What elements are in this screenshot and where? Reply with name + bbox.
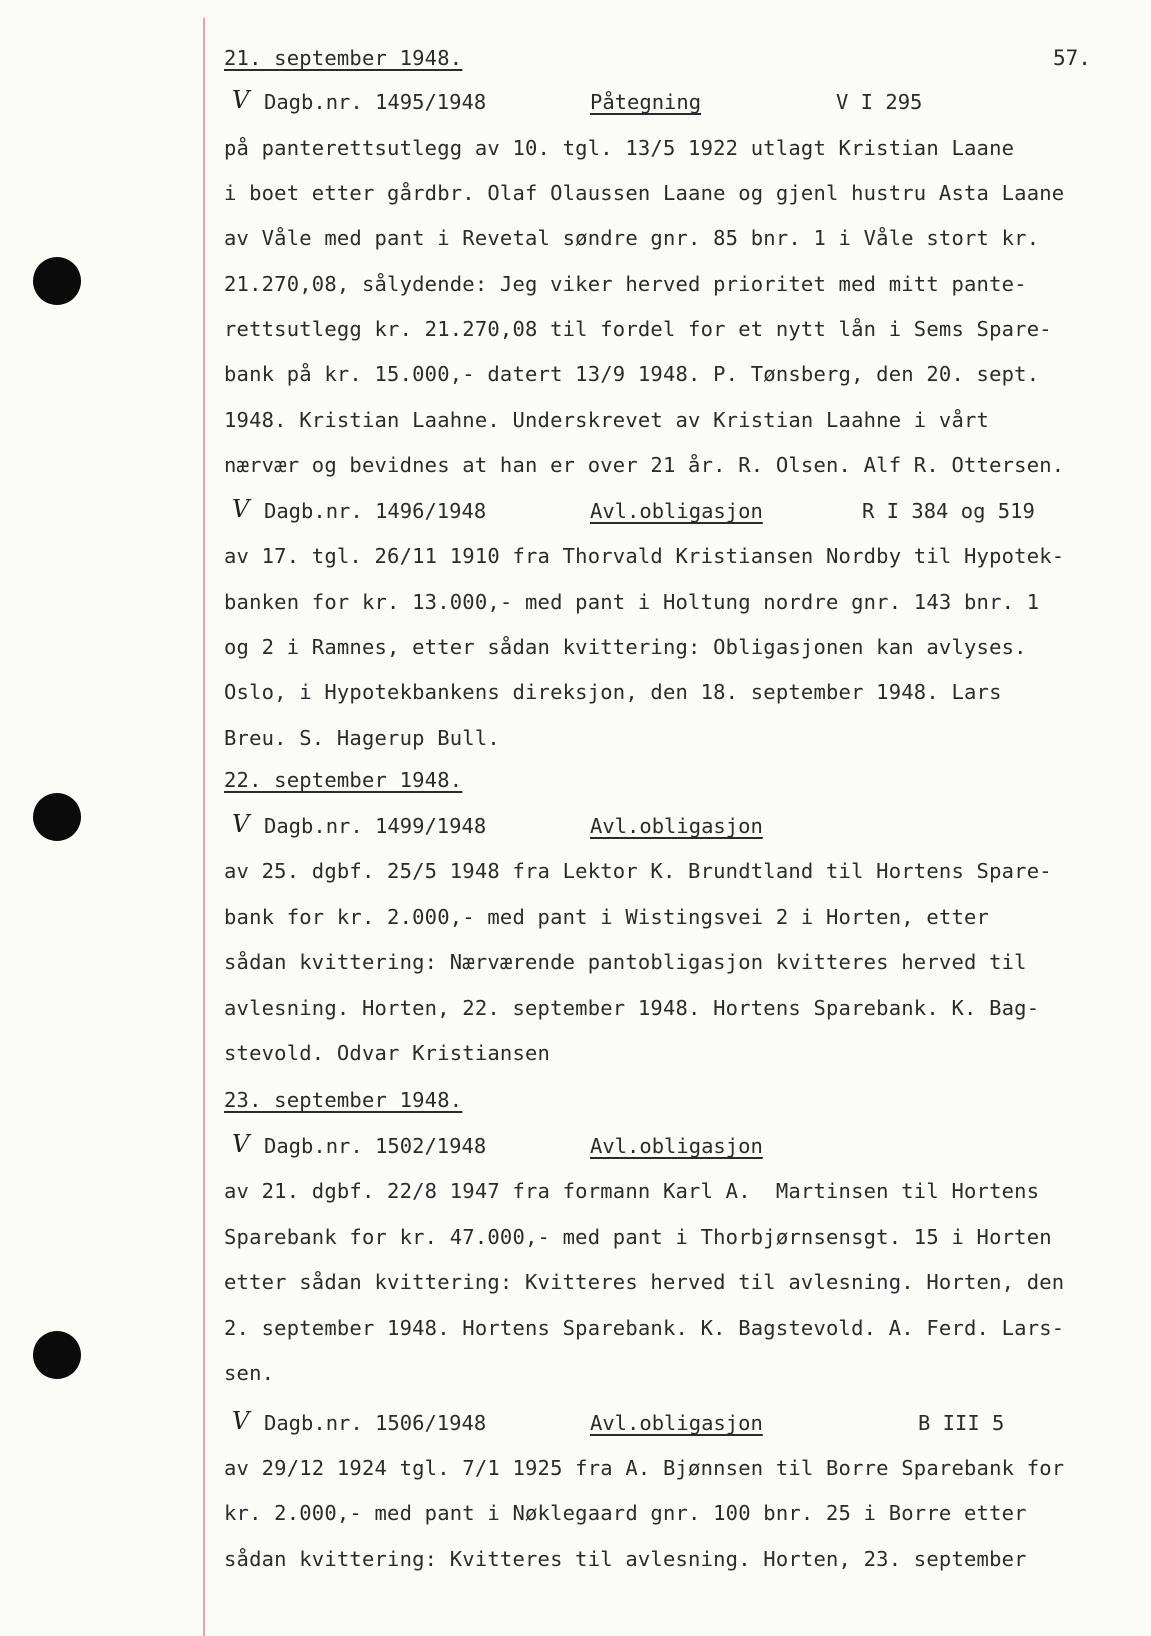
date-heading: 21. september 1948. (224, 46, 463, 70)
entry-title: Avl.obligasjon (590, 1134, 763, 1158)
entry-number: Dagb.nr. 1496/1948 (264, 499, 487, 523)
text-line: etter sådan kvittering: Kvitteres herved til avlesning. Horten, den (224, 1270, 1065, 1294)
check-mark: V (232, 495, 250, 523)
page-number: 57. (1053, 46, 1091, 70)
text-line: nærvær og bevidnes at han er over 21 år. R. Olsen. Alf R. Ottersen. (224, 453, 1065, 477)
text-line: 21.270,08, sålydende: Jeg viker herved prioritet med mitt pante- (224, 272, 1027, 296)
text-line: 2. september 1948. Hortens Sparebank. K. Bagstevold. A. Ferd. Lars- (224, 1316, 1065, 1340)
text-line: rettsutlegg kr. 21.270,08 til fordel for et nytt lån i Sems Spare- (224, 317, 1052, 341)
punch-hole-icon (33, 257, 81, 305)
text-line: og 2 i Ramnes, etter sådan kvittering: Obligasjonen kan avlyses. (224, 635, 1027, 659)
entry-reference: R I 384 og 519 (862, 499, 1035, 523)
date-heading: 23. september 1948. (224, 1088, 463, 1112)
text-line: Oslo, i Hypotekbankens direksjon, den 18. september 1948. Lars (224, 680, 1002, 704)
entry-reference: V I 295 (836, 90, 923, 114)
check-mark: V (232, 1407, 250, 1435)
text-line: Sparebank for kr. 47.000,- med pant i Thorbjørnsensgt. 15 i Horten (224, 1225, 1052, 1249)
text-line: i boet etter gårdbr. Olaf Olaussen Laane og gjenl hustru Asta Laane (224, 181, 1065, 205)
text-line: av 29/12 1924 tgl. 7/1 1925 fra A. Bjønnsen til Borre Sparebank for (224, 1456, 1065, 1480)
check-mark: V (232, 86, 250, 114)
text-line: Breu. S. Hagerup Bull. (224, 726, 500, 750)
entry-title: Avl.obligasjon (590, 499, 763, 523)
text-line: av Våle med pant i Revetal søndre gnr. 85 bnr. 1 i Våle stort kr. (224, 226, 1040, 250)
text-line: sådan kvittering: Nærværende pantobligasjon kvitteres herved til (224, 950, 1027, 974)
entry-number: Dagb.nr. 1506/1948 (264, 1411, 487, 1435)
text-line: kr. 2.000,- med pant i Nøklegaard gnr. 100 bnr. 25 i Borre etter (224, 1501, 1027, 1525)
entry-number: Dagb.nr. 1499/1948 (264, 814, 487, 838)
text-line: 1948. Kristian Laahne. Underskrevet av Kristian Laahne i vårt (224, 408, 990, 432)
check-mark: V (232, 1130, 250, 1158)
text-line: bank på kr. 15.000,- datert 13/9 1948. P. Tønsberg, den 20. sept. (224, 362, 1040, 386)
entry-title: Avl.obligasjon (590, 814, 763, 838)
margin-line (203, 18, 205, 1636)
check-mark: V (232, 810, 250, 838)
text-line: på panterettsutlegg av 10. tgl. 13/5 1922 utlagt Kristian Laane (224, 136, 1015, 160)
entry-title: Påtegning (590, 90, 702, 114)
punch-hole-icon (33, 1331, 81, 1379)
text-line: av 21. dgbf. 22/8 1947 fra formann Karl A. Martinsen til Hortens (224, 1179, 1040, 1203)
entry-reference: B III 5 (918, 1411, 1005, 1435)
text-line: av 25. dgbf. 25/5 1948 fra Lektor K. Brundtland til Hortens Spare- (224, 859, 1052, 883)
text-line: avlesning. Horten, 22. september 1948. Hortens Sparebank. K. Bag- (224, 996, 1040, 1020)
text-line: banken for kr. 13.000,- med pant i Holtung nordre gnr. 143 bnr. 1 (224, 590, 1040, 614)
text-line: av 17. tgl. 26/11 1910 fra Thorvald Kristiansen Nordby til Hypotek- (224, 544, 1065, 568)
text-line: sen. (224, 1361, 275, 1385)
entry-number: Dagb.nr. 1502/1948 (264, 1134, 487, 1158)
entry-number: Dagb.nr. 1495/1948 (264, 90, 487, 114)
date-heading: 22. september 1948. (224, 768, 463, 792)
text-line: sådan kvittering: Kvitteres til avlesning. Horten, 23. september (224, 1547, 1027, 1571)
text-line: bank for kr. 2.000,- med pant i Wistingsvei 2 i Horten, etter (224, 905, 990, 929)
punch-hole-icon (33, 793, 81, 841)
entry-title: Avl.obligasjon (590, 1411, 763, 1435)
text-line: stevold. Odvar Kristiansen (224, 1041, 551, 1065)
